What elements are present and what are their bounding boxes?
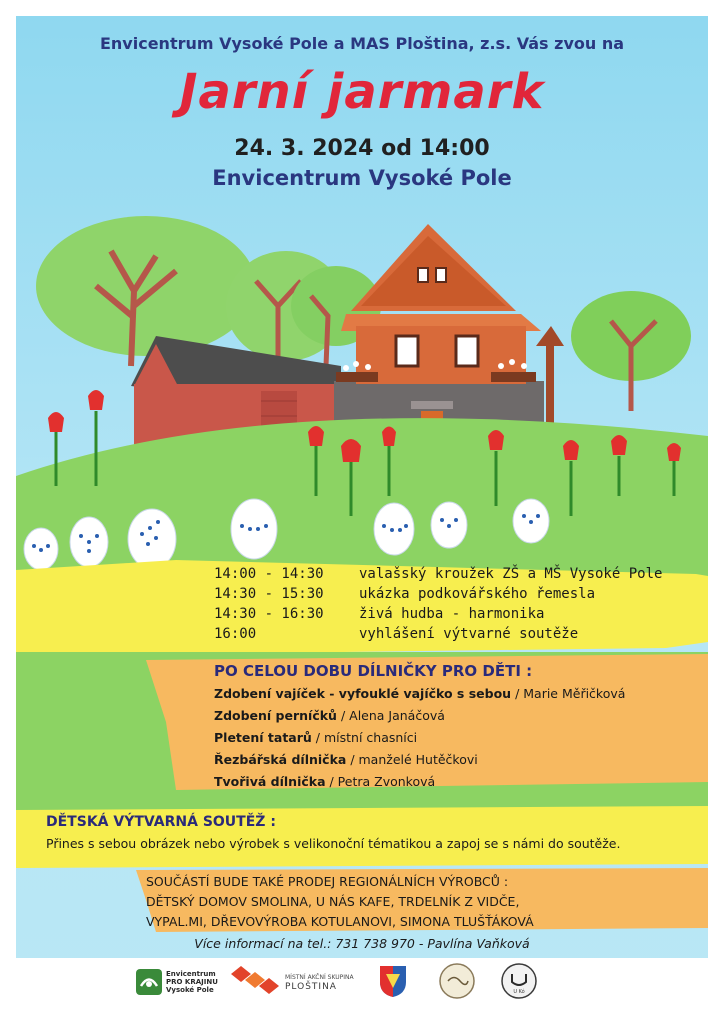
workshop-person: / Marie Měřičková <box>515 686 626 701</box>
contact-info: Více informací na tel.: 731 738 970 - Pavlína Vaňková <box>194 936 530 951</box>
sales-line: VYPAL.MI, DŘEVOVÝROBA KOTULANOVI, SIMONA TLUŠŤÁKOVÁ <box>146 914 534 929</box>
envicentrum-icon <box>136 969 162 995</box>
workshop-item <box>214 752 478 767</box>
schedule-text: valašský kroužek ZŠ a MŠ Vysoké Pole <box>359 566 663 582</box>
invite-line: Envicentrum Vysoké Pole a MAS Ploština, z.s. Vás zvou na <box>99 34 625 53</box>
workshop-name: Řezbářská dílnička <box>214 752 347 767</box>
schedule-time: 14:00 - 14:30 <box>214 566 324 582</box>
event-title: Jarní jarmark <box>179 64 545 120</box>
workshop-name: Tvořivá dílnička <box>214 774 326 789</box>
u-nas-kafe-logo <box>500 962 538 1000</box>
workshop-name: Zdobení vajíček - vyfouklé vajíčko s sebou <box>214 686 512 701</box>
sales-heading: SOUČÁSTÍ BUDE TAKÉ PRODEJ REGIONÁLNÍCH VÝROBCŮ : <box>146 874 509 889</box>
workshop-person: / místní chasníci <box>315 730 418 745</box>
contest-heading: DĚTSKÁ VÝTVARNÁ SOUTĚŽ : <box>46 814 276 830</box>
event-venue: Envicentrum Vysoké Pole <box>212 166 512 190</box>
envicentrum-logo-line: PRO KRAJINU <box>166 978 218 986</box>
contest <box>46 814 706 864</box>
tree-left-big <box>36 216 256 366</box>
schedule-text: vyhlášení výtvarné soutěže <box>359 626 579 642</box>
spring-scene-illustration <box>16 196 708 576</box>
schedule-time: 14:30 - 16:30 <box>214 606 324 622</box>
sales-line: DĚTSKÝ DOMOV SMOLINA, U NÁS KAFE, TRDELNÍK Z VIDČE, <box>146 894 520 909</box>
mas-plostina-subtitle: MÍSTNÍ AKČNÍ SKUPINA <box>285 974 354 981</box>
schedule-text: živá hudba - harmonika <box>359 606 545 622</box>
event-datetime: 24. 3. 2024 od 14:00 <box>234 136 490 161</box>
mas-plostina-name: PLOŠTINA <box>285 982 337 992</box>
workshop-item <box>214 686 625 701</box>
workshop-name: Pletení tatarů <box>214 730 312 745</box>
workshops <box>214 662 704 787</box>
coat-of-arms-logo <box>378 964 408 998</box>
workshop-item <box>214 708 445 723</box>
schedule-time: 16:00 <box>214 626 257 642</box>
schedule-text: ukázka podkovářského řemesla <box>359 586 596 602</box>
workshop-person: / Alena Janáčová <box>340 708 445 723</box>
tree-right <box>571 291 691 411</box>
contest-text: Přines s sebou obrázek nebo výrobek s velikonoční tématikou a zapoj se s námi do soutěže. <box>46 836 621 851</box>
workshop-person: / manželé Hutěčkovi <box>350 752 478 767</box>
workshop-item <box>214 774 435 789</box>
coat-of-arms-icon <box>378 964 408 998</box>
vypal-mi-logo <box>438 962 476 1000</box>
workshop-person: / Petra Zvonková <box>329 774 436 789</box>
workshop-item <box>214 730 417 745</box>
envicentrum-logo-line: Envicentrum <box>166 970 216 978</box>
vypal-mi-icon <box>438 962 476 1000</box>
poster <box>16 16 708 1006</box>
schedule-time: 14:30 - 15:30 <box>214 586 324 602</box>
workshop-name: Zdobení perníčků <box>214 708 337 723</box>
workshops-heading: PO CELOU DOBU DÍLNIČKY PRO DĚTI : <box>214 662 533 680</box>
mas-plostina-logo <box>231 964 361 1000</box>
schedule <box>214 566 694 656</box>
u-nas-kafe-text: U Kó <box>513 989 525 995</box>
sales <box>146 874 706 934</box>
mas-plostina-icon <box>231 966 281 996</box>
footer-logos <box>16 958 708 1006</box>
envicentrum-logo-line: Vysoké Pole <box>166 986 214 994</box>
envicentrum-logo <box>136 966 236 1000</box>
